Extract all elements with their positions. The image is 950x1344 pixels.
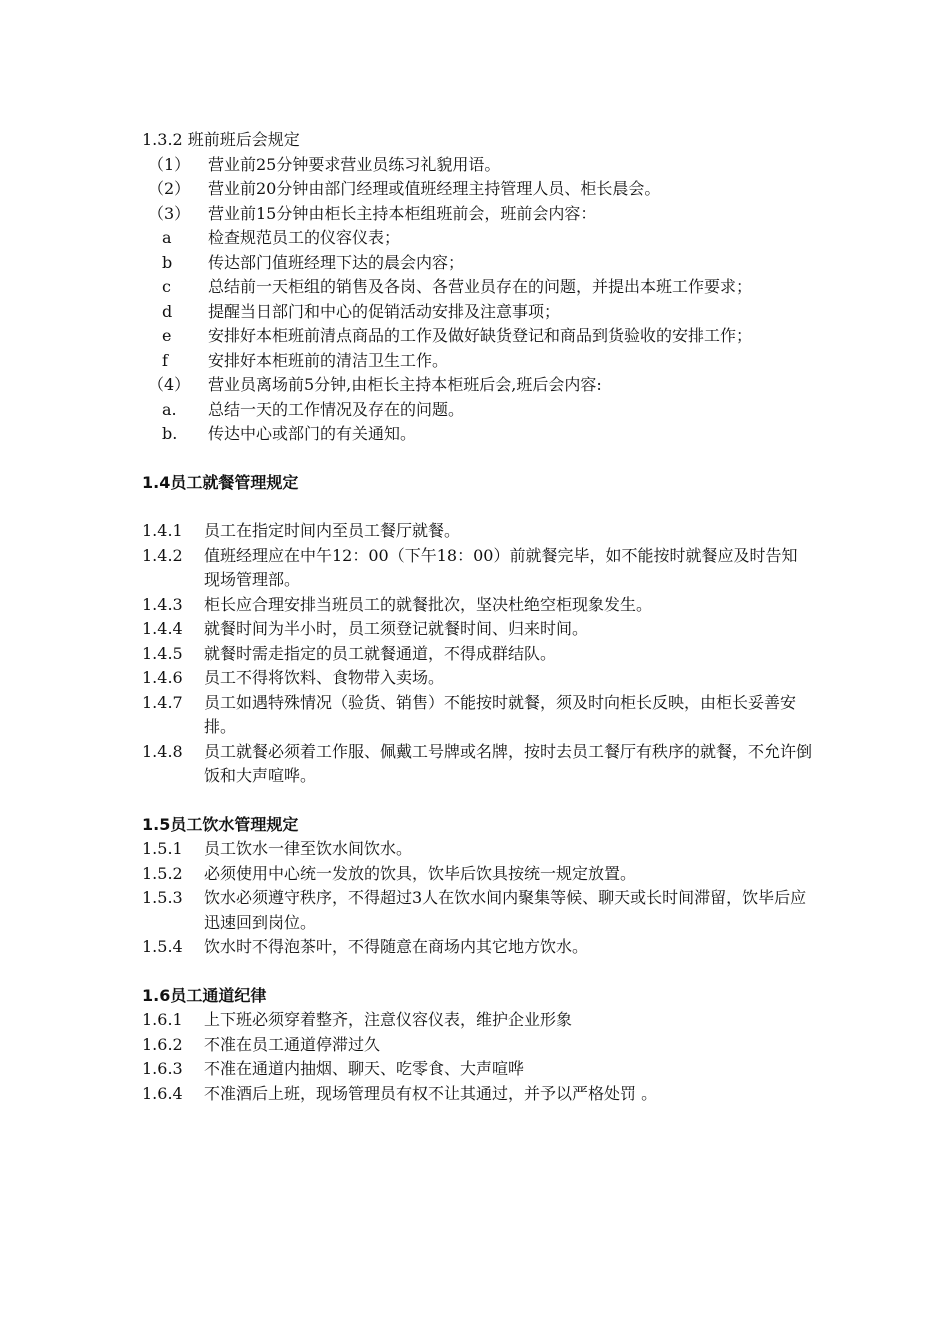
clause-number: 1.5.3: [142, 888, 183, 907]
list-item: [142, 202, 812, 227]
clause-item: [142, 935, 812, 960]
item-number: b.: [162, 424, 178, 443]
item-text: 总结一天的工作情况及存在的问题。: [208, 399, 465, 419]
item-text: 传达部门值班经理下达的晨会内容；: [208, 252, 465, 272]
clause-item: [142, 862, 812, 887]
clause-item: [142, 1033, 812, 1058]
list-item: [142, 251, 812, 276]
clause-item: [142, 740, 812, 789]
list-item: [142, 177, 812, 202]
clause-item: [142, 617, 812, 642]
section-heading: [142, 813, 812, 838]
section-title: [142, 128, 812, 153]
item-number: a: [162, 228, 172, 247]
clause-text: 上下班必须穿着整齐，注意仪容仪表，维护企业形象: [204, 1010, 573, 1029]
clause-text: 员工不得将饮料、食物带入卖场。: [204, 668, 445, 687]
clause-text: 不准在员工通道停滞过久: [204, 1034, 381, 1054]
item-text: 营业前25分钟要求营业员练习礼貌用语。: [208, 154, 501, 174]
clause-text: 就餐时需走指定的员工就餐通道，不得成群结队。: [204, 643, 557, 663]
item-text: 总结前一天柜组的销售及各岗、各营业员存在的问题，并提出本班工作要求；: [208, 277, 753, 296]
clause-text: 柜长应合理安排当班员工的就餐批次，坚决杜绝空柜现象发生。: [204, 594, 653, 614]
list-item: [142, 153, 812, 178]
clause-number: 1.4.8: [142, 741, 183, 761]
clause-text: 值班经理应在中午12：00（下午18：00）前就餐完毕，如不能按时就餐应及时告知现场管理部。: [204, 545, 798, 589]
item-number: （1）: [148, 154, 191, 174]
item-text: 营业前20分钟由部门经理或值班经理主持管理人员、柜长晨会。: [208, 179, 661, 198]
clause-number: 1.5.4: [142, 937, 183, 956]
clause-item: [142, 1057, 812, 1082]
clause-item: [142, 642, 812, 667]
clause-item: [142, 1082, 812, 1107]
list-item: [142, 422, 812, 447]
clause-number: 1.6.4: [142, 1083, 183, 1103]
item-text: 安排好本柜班前清点商品的工作及做好缺货登记和商品到货验收的安排工作；: [208, 326, 753, 345]
item-number: f: [162, 350, 168, 370]
clause-number: 1.6.1: [142, 1010, 183, 1029]
section-16-heading: 1.6员工通道纪律: [142, 985, 267, 1005]
item-number: d: [162, 301, 173, 321]
clause-item: [142, 593, 812, 618]
clause-item: [142, 691, 812, 740]
section-15-heading: 1.5员工饮水管理规定: [142, 814, 299, 834]
item-number: e: [162, 326, 172, 345]
clause-text: 不准在通道内抽烟、聊天、吃零食、大声喧哗: [204, 1059, 525, 1078]
list-item: [142, 226, 812, 251]
item-number: （4）: [148, 375, 191, 394]
clause-number: 1.4.2: [142, 545, 183, 565]
clause-number: 1.6.3: [142, 1059, 183, 1078]
section-14-heading: 1.4员工就餐管理规定: [142, 472, 299, 492]
section-heading: [142, 471, 812, 496]
item-text: 安排好本柜班前的清洁卫生工作。: [208, 350, 449, 370]
clause-text: 员工如遇特殊情况（验货、销售）不能按时就餐，须及时向柜长反映，由柜长妥善安排。: [204, 692, 797, 736]
clause-text: 员工就餐必须着工作服、佩戴工号牌或名牌，按时去员工餐厅有秩序的就餐，不允许倒饭和大声喧哗。: [204, 741, 813, 785]
item-number: c: [162, 277, 171, 296]
clause-text: 员工饮水一律至饮水间饮水。: [204, 839, 413, 858]
clause-text: 饮水必须遵守秩序，不得超过3人在饮水间内聚集等候、聊天或长时间滞留，饮毕后应迅速回到岗位。: [204, 888, 807, 932]
clause-text: 不准酒后上班，现场管理员有权不让其通过，并予以严格处罚 。: [204, 1083, 658, 1103]
document-content: [142, 128, 812, 1106]
item-text: 营业前15分钟由柜长主持本柜组班前会，班前会内容：: [208, 203, 597, 223]
list-item: [142, 275, 812, 300]
item-number: a.: [162, 399, 177, 419]
clause-number: 1.6.2: [142, 1034, 183, 1054]
clause-text: 就餐时间为半小时，员工须登记就餐时间、归来时间。: [204, 619, 589, 638]
clause-number: 1.4.7: [142, 692, 183, 712]
clause-item: [142, 1008, 812, 1033]
list-item: [142, 373, 812, 398]
clause-number: 1.4.5: [142, 643, 183, 663]
list-item: [142, 300, 812, 325]
clause-item: [142, 666, 812, 691]
item-text: 传达中心或部门的有关通知。: [208, 424, 417, 443]
section-heading: [142, 984, 812, 1009]
clause-text: 饮水时不得泡茶叶，不得随意在商场内其它地方饮水。: [204, 937, 589, 956]
list-item: [142, 398, 812, 423]
clause-number: 1.5.2: [142, 863, 183, 883]
clause-number: 1.4.3: [142, 594, 183, 614]
item-text: 检查规范员工的仪容仪表；: [208, 228, 401, 247]
section-132-title: 1.3.2 班前班后会规定: [142, 130, 300, 149]
item-number: b: [162, 252, 173, 272]
clause-item: [142, 519, 812, 544]
clause-item: [142, 544, 812, 593]
item-text: 提醒当日部门和中心的促销活动安排及注意事项；: [208, 301, 561, 321]
clause-item: [142, 837, 812, 862]
clause-number: 1.4.4: [142, 619, 183, 638]
item-number: （2）: [148, 179, 191, 198]
list-item: [142, 349, 812, 374]
item-text: 营业员离场前5分钟,由柜长主持本柜班后会,班后会内容:: [208, 375, 602, 394]
clause-text: 员工在指定时间内至员工餐厅就餐。: [204, 521, 461, 540]
clause-number: 1.4.6: [142, 668, 183, 687]
clause-number: 1.4.1: [142, 521, 183, 540]
item-number: （3）: [148, 203, 191, 223]
list-item: [142, 324, 812, 349]
clause-text: 必须使用中心统一发放的饮具，饮毕后饮具按统一规定放置。: [204, 863, 637, 883]
clause-number: 1.5.1: [142, 839, 183, 858]
clause-item: [142, 886, 812, 935]
